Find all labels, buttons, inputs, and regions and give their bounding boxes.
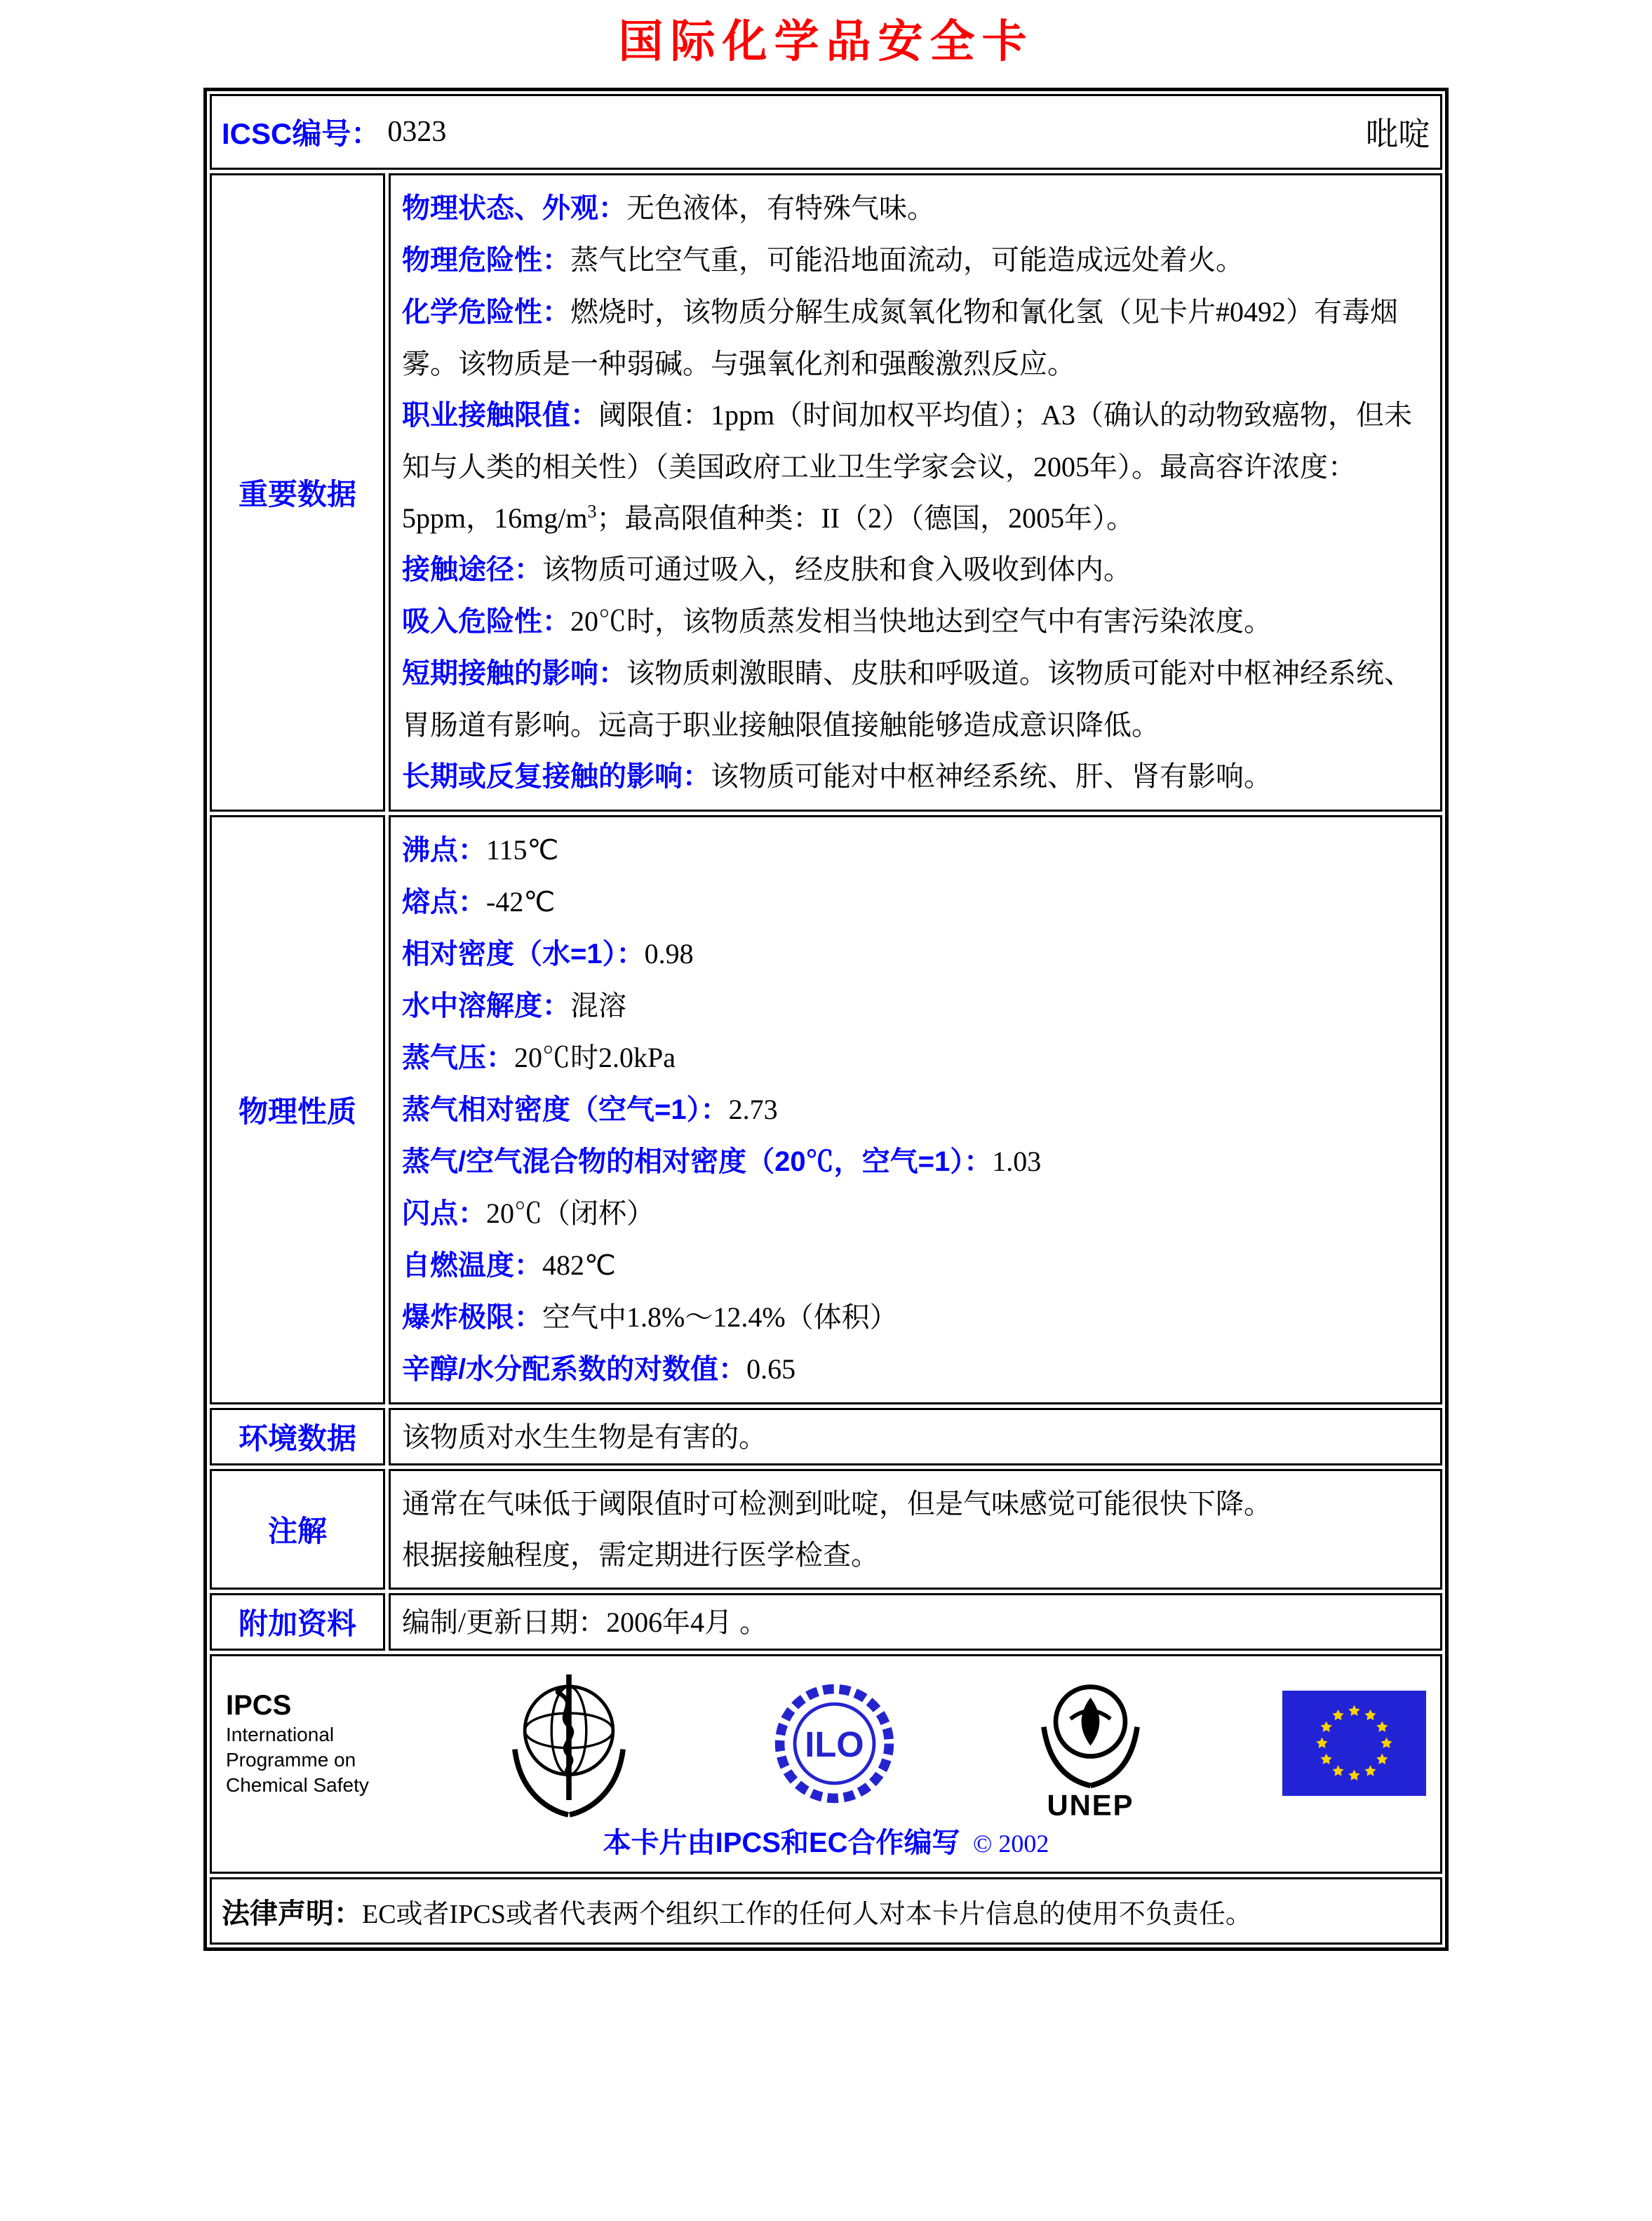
section-label-notes [210, 1469, 385, 1590]
unep-letters: UNEP [1047, 1787, 1134, 1819]
important-data-item [402, 596, 1429, 647]
additional-info-content [389, 1593, 1442, 1651]
field-label: 蒸气/空气混合物的相对密度（20℃，空气=1）： [402, 1146, 993, 1177]
ipcs-line: International [226, 1724, 335, 1745]
field-value: -42℃ [486, 886, 556, 918]
field-value: 482℃ [542, 1249, 616, 1281]
physical-property-item [402, 1343, 1429, 1395]
notes-row [210, 1469, 1442, 1590]
field-label: 职业接触限值： [402, 400, 598, 431]
field-label: 自燃温度： [402, 1250, 542, 1281]
ipcs-text-block [226, 1689, 369, 1798]
section-label-text: 附加资料 [238, 1607, 356, 1640]
field-label: 物理状态、外观： [402, 193, 626, 224]
additional-info-row [210, 1593, 1442, 1651]
ipcs-line: Chemical Safety [226, 1774, 369, 1796]
legal-label: 法律声明： [222, 1898, 362, 1929]
section-label-text: 重要数据 [238, 478, 356, 511]
header-row [210, 94, 1442, 170]
notes-line: 根据接触程度，需定期进行医学检查。 [402, 1539, 879, 1571]
physical-property-item [402, 876, 1429, 928]
icsc-table [203, 88, 1449, 1951]
field-label: 物理危险性： [402, 245, 570, 276]
page-title: 国际化学品安全卡 [618, 16, 1034, 67]
environmental-data-text: 该物质对水生生物是有害的。 [402, 1421, 767, 1453]
field-text: 20℃时，该物质蒸发相当快地达到空气中有害污染浓度。 [570, 605, 1272, 637]
physical-property-item [402, 824, 1429, 876]
physical-properties-content [389, 815, 1442, 1404]
ilo-letters: ILO [805, 1724, 864, 1764]
physical-property-item [402, 980, 1429, 1032]
eu-flag-icon [1282, 1691, 1426, 1796]
important-data-item [402, 234, 1429, 286]
important-data-item [402, 544, 1429, 596]
field-label: 沸点： [402, 835, 486, 866]
important-data-item [402, 647, 1429, 751]
section-label-text: 环境数据 [238, 1422, 356, 1455]
field-label: 闪点： [402, 1198, 486, 1229]
physical-property-item [402, 1240, 1429, 1291]
physical-property-item [402, 1136, 1429, 1188]
field-text: 该物质刺激眼睛、皮肤和呼吸道。该物质可能对中枢神经系统、胃肠道有影响。远高于职业接触限值接触能够造成意识降低。 [402, 657, 1412, 741]
field-label: 爆炸极限： [402, 1302, 542, 1333]
field-label: 蒸气压： [402, 1042, 514, 1073]
field-text: ；最高限值种类：II（2）（德国，2005年）。 [596, 502, 1135, 534]
field-label: 相对密度（水=1）： [402, 939, 645, 969]
field-value: 20℃（闭杯） [486, 1197, 654, 1229]
physical-property-item [402, 1032, 1429, 1084]
physical-property-item [402, 1084, 1429, 1136]
caption-text: 本卡片由IPCS和EC合作编写 [603, 1827, 960, 1858]
field-label: 长期或反复接触的影响： [402, 761, 711, 792]
field-label: 吸入危险性： [402, 606, 570, 637]
who-logo-icon [499, 1666, 639, 1820]
field-text: 蒸气比空气重，可能沿地面流动，可能造成远处着火。 [570, 244, 1244, 276]
field-text: 无色液体，有特殊气味。 [626, 192, 935, 224]
icsc-number-value: 0323 [387, 116, 447, 148]
field-label: 短期接触的影响： [402, 658, 626, 689]
legal-row [210, 1877, 1442, 1945]
icsc-number-group [222, 111, 446, 153]
important-data-item [402, 751, 1429, 803]
environmental-data-content [389, 1408, 1442, 1465]
icsc-number-label: ICSC编号： [222, 117, 381, 150]
section-label-physical-properties [210, 815, 385, 1404]
ilo-logo-icon [770, 1679, 899, 1809]
logos-cell [210, 1654, 1442, 1874]
field-label: 辛醇/水分配系数的对数值： [402, 1354, 747, 1385]
chemical-name: 吡啶 [1366, 116, 1430, 152]
copyright-text: © 2002 [973, 1830, 1049, 1858]
section-label-text: 注解 [267, 1515, 327, 1548]
legal-text: EC或者IPCS或者代表两个组织工作的任何人对本卡片信息的使用不负责任。 [362, 1899, 1252, 1929]
field-value: 0.65 [746, 1353, 796, 1385]
notes-line: 通常在气味低于阈限值时可检测到吡啶，但是气味感觉可能很快下降。 [402, 1488, 1272, 1519]
section-label-additional-info [210, 1593, 385, 1651]
field-label: 熔点： [402, 887, 486, 918]
field-label: 水中溶解度： [402, 991, 570, 1021]
field-label: 蒸气相对密度（空气=1）： [402, 1094, 729, 1125]
logos-strip [226, 1666, 1426, 1820]
important-data-content [389, 173, 1442, 812]
important-data-item [402, 389, 1429, 544]
ipcs-line: Programme on [226, 1749, 356, 1771]
superscript-3: 3 [587, 501, 597, 522]
unep-logo-icon [1029, 1668, 1152, 1819]
field-value: 2.73 [728, 1094, 778, 1125]
ipcs-acronym: IPCS [226, 1690, 292, 1721]
caption-line [226, 1820, 1426, 1865]
physical-properties-row [210, 815, 1442, 1404]
environmental-data-row [210, 1408, 1442, 1465]
physical-property-item [402, 1188, 1429, 1240]
legal-cell [210, 1877, 1442, 1945]
section-label-important-data [210, 173, 385, 812]
field-value: 混溶 [570, 990, 626, 1021]
field-value: 1.03 [992, 1146, 1042, 1177]
field-value: 115℃ [486, 834, 559, 866]
additional-info-text: 编制/更新日期：2006年4月 。 [402, 1606, 768, 1638]
field-text: 该物质可通过吸入，经皮肤和食入吸收到体内。 [542, 553, 1131, 585]
field-label: 接触途径： [402, 554, 542, 585]
section-label-text: 物理性质 [238, 1095, 356, 1128]
header-cell [210, 94, 1442, 170]
unep-logo-block [1029, 1668, 1152, 1819]
field-value: 0.98 [644, 938, 694, 969]
field-text: 该物质可能对中枢神经系统、肝、肾有影响。 [711, 760, 1272, 792]
physical-property-item [402, 1291, 1429, 1343]
important-data-row [210, 173, 1442, 812]
important-data-item [402, 286, 1429, 389]
logos-row [210, 1654, 1442, 1874]
field-text: 阈限值：1ppm（时间加权平均值）；A3（确认的动物致癌物，但未知与人类的相关性）（美国政府工业卫生学家会议，2005年）。最高容许浓度：5ppm，16mg/m [402, 399, 1412, 534]
section-label-environmental-data [210, 1408, 385, 1465]
important-data-item [402, 182, 1429, 234]
field-text: 燃烧时，该物质分解生成氮氧化物和氰化氢（见卡片#0492）有毒烟雾。该物质是一种弱碱。与强氧化剂和强酸激烈反应。 [402, 296, 1398, 380]
field-value: 20℃时2.0kPa [514, 1042, 676, 1073]
field-value: 空气中1.8%～12.4%（体积） [542, 1301, 898, 1333]
field-label: 化学危险性： [402, 297, 570, 328]
notes-content [389, 1469, 1442, 1590]
physical-property-item [402, 928, 1429, 980]
